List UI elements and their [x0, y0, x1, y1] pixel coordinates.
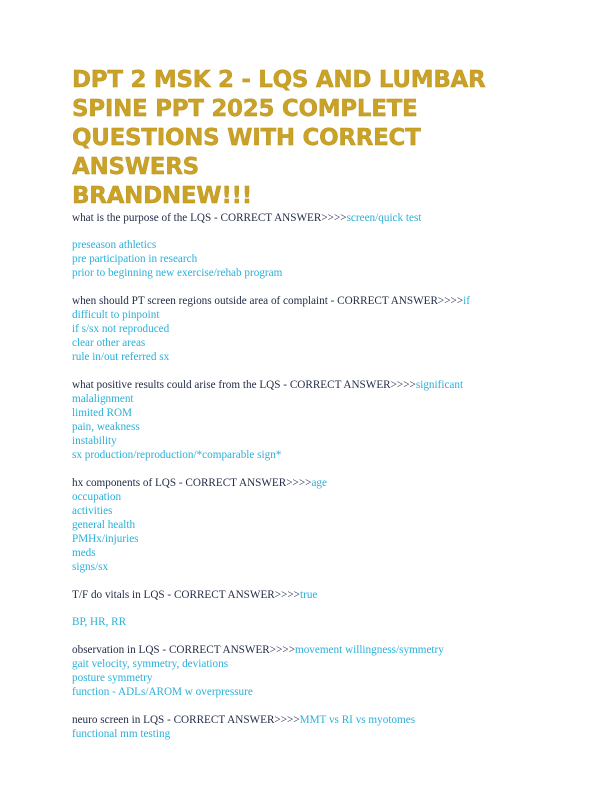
answer-line: limited ROM: [72, 407, 132, 419]
answer-line: BP, HR, RR: [72, 616, 127, 628]
question-text: when should PT screen regions outside area of complaint -: [72, 295, 338, 307]
qa-item: [72, 378, 542, 462]
answer-text: age: [311, 477, 327, 489]
qa-item: [72, 294, 542, 364]
answer-line: occupation: [72, 491, 122, 503]
spacer: [72, 225, 542, 238]
answer-separator: CORRECT ANSWER>>>>: [173, 714, 300, 726]
question-text: what is the purpose of the LQS -: [72, 212, 221, 224]
answer-line: difficult to pinpoint: [72, 309, 160, 321]
question-text: hx components of LQS -: [72, 477, 186, 489]
document-page: [72, 66, 542, 755]
answer-line: if s/sx not reproduced: [72, 323, 170, 335]
question-line: [72, 378, 542, 392]
question-text: T/F do vitals in LQS -: [72, 589, 174, 601]
qa-item: [72, 588, 542, 629]
spacer: [72, 602, 542, 615]
answer-line: function - ADLs/AROM w overpressure: [72, 686, 253, 698]
qa-item: [72, 643, 542, 699]
answer-separator: CORRECT ANSWER>>>>: [337, 295, 464, 307]
answer-line: clear other areas: [72, 337, 146, 349]
answer-line: pain, weakness: [72, 421, 140, 433]
question-line: [72, 713, 542, 727]
answer-separator: CORRECT ANSWER>>>>: [289, 379, 416, 391]
title-line: DPT 2 MSK 2 - LQS AND LUMBAR: [72, 67, 486, 93]
answer-separator: CORRECT ANSWER>>>>: [173, 589, 300, 601]
question-line: [72, 294, 542, 308]
answer-line: gait velocity, symmetry, deviations: [72, 658, 229, 670]
answer-text: true: [299, 589, 318, 601]
answer-text: movement willingness/symmetry: [295, 644, 444, 656]
answer-text: if: [463, 295, 471, 307]
title-line: BRANDNEW!!!: [72, 183, 252, 209]
answer-line: general health: [72, 519, 136, 531]
question-text: observation in LQS -: [72, 644, 169, 656]
answer-line: instability: [72, 435, 117, 447]
answer-text: significant: [415, 379, 464, 391]
answer-line: sx production/reproduction/*comparable sign*: [72, 449, 282, 461]
question-line: [72, 643, 542, 657]
answer-line: prior to beginning new exercise/rehab program: [72, 267, 283, 279]
answer-line: pre participation in research: [72, 253, 198, 265]
title-line: QUESTIONS WITH CORRECT ANSWERS: [72, 125, 421, 180]
answer-line: signs/sx: [72, 561, 109, 573]
question-line: [72, 588, 542, 602]
answer-separator: CORRECT ANSWER>>>>: [220, 212, 347, 224]
answer-line: meds: [72, 547, 96, 559]
title-line: SPINE PPT 2025 COMPLETE: [72, 96, 418, 122]
question-text: what positive results could arise from the LQS -: [72, 379, 290, 391]
document-title: [72, 66, 542, 211]
answer-text: MMT vs RI vs myotomes: [299, 714, 416, 726]
question-text: neuro screen in LQS -: [72, 714, 174, 726]
answer-line: posture symmetry: [72, 672, 153, 684]
answer-line: preseason athletics: [72, 239, 157, 251]
answer-line: PMHx/injuries: [72, 533, 139, 545]
answer-separator: CORRECT ANSWER>>>>: [168, 644, 295, 656]
qa-item: [72, 713, 542, 741]
qa-list: [72, 211, 542, 741]
answer-separator: CORRECT ANSWER>>>>: [185, 477, 312, 489]
answer-line: functional mm testing: [72, 728, 171, 740]
answer-text: screen/quick test: [346, 212, 422, 224]
answer-line: malalignment: [72, 393, 134, 405]
question-line: [72, 476, 542, 490]
answer-line: activities: [72, 505, 113, 517]
answer-line: rule in/out referred sx: [72, 351, 170, 363]
question-line: [72, 211, 542, 225]
qa-item: [72, 476, 542, 574]
qa-item: [72, 211, 542, 280]
